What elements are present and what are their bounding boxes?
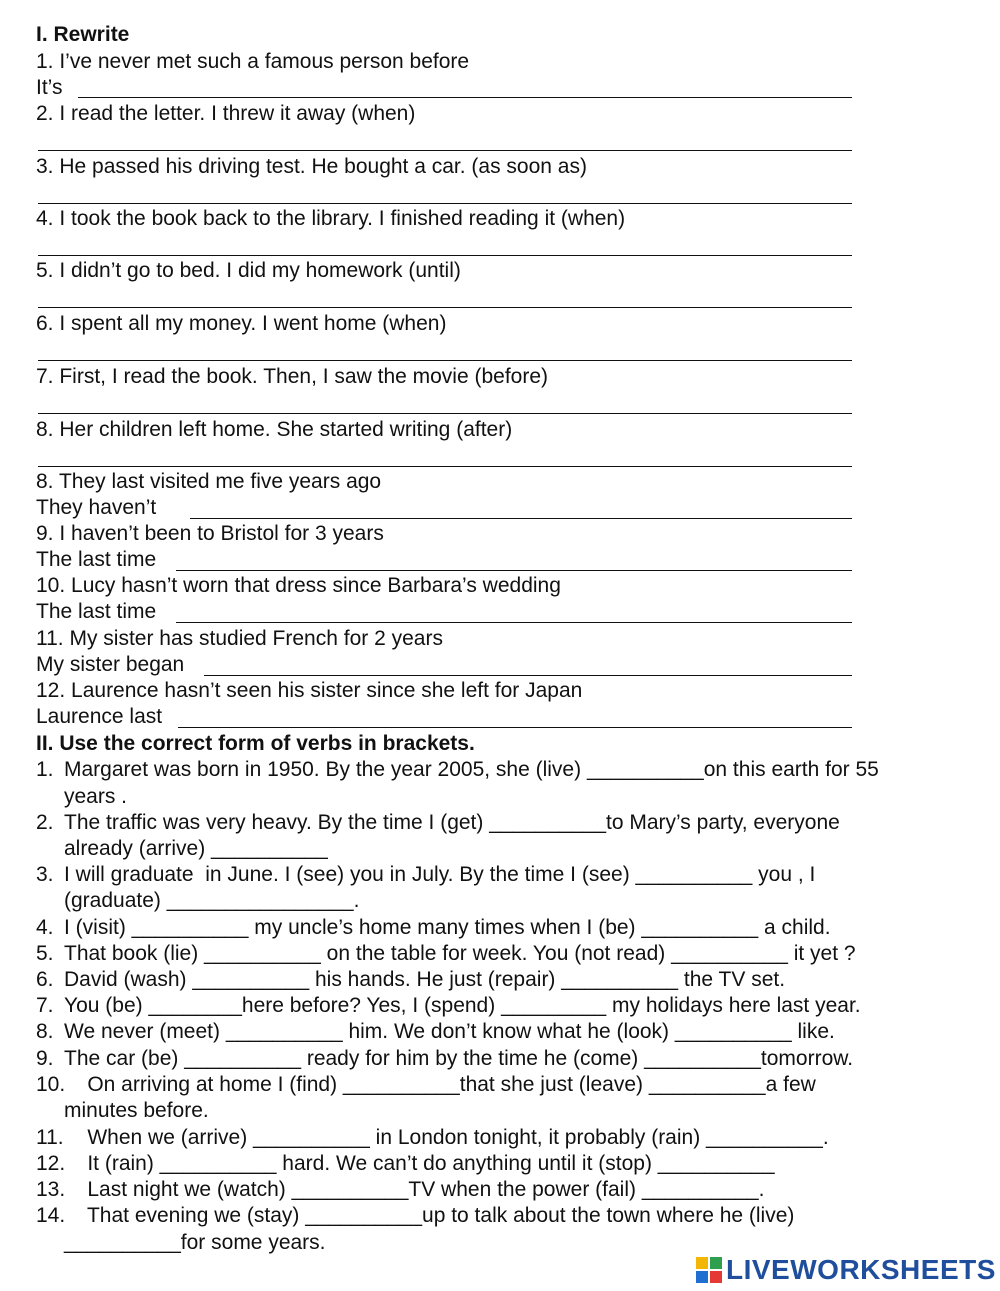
- item-number: 8.: [36, 1020, 54, 1043]
- verb-item-8[interactable]: [36, 1019, 835, 1045]
- answer-line-8b[interactable]: [190, 518, 852, 519]
- prompt-10: The last time: [36, 600, 157, 623]
- section-1-heading: I. Rewrite: [36, 23, 130, 46]
- question-7: 7. First, I read the book. Then, I saw the movie (before): [36, 365, 549, 388]
- answer-line-2[interactable]: [38, 150, 852, 151]
- prompt-8b: They haven’t: [36, 496, 157, 519]
- prompt-12: Laurence last: [36, 705, 163, 728]
- question-8b: 8. They last visited me five years ago: [36, 470, 382, 493]
- verb-item-12[interactable]: [36, 1151, 775, 1177]
- verb-item-10[interactable]: [36, 1072, 816, 1098]
- verb-item-14-cont: __________for some years.: [64, 1231, 326, 1254]
- answer-line-11[interactable]: [204, 675, 852, 676]
- answer-line-3[interactable]: [38, 203, 852, 204]
- item-text: I (visit) __________ my uncle’s home many times when I (be) __________ a child.: [64, 916, 831, 939]
- liveworksheets-logo: [696, 1254, 996, 1286]
- verb-item-7[interactable]: [36, 993, 861, 1019]
- question-1: 1. I’ve never met such a famous person before: [36, 50, 470, 73]
- item-text: David (wash) __________ his hands. He just (repair) __________ the TV set.: [64, 968, 786, 991]
- item-text: When we (arrive) __________ in London tonight, it probably (rain) __________.: [64, 1126, 829, 1149]
- item-number: 5.: [36, 942, 54, 965]
- item-text: That evening we (stay) __________up to talk about the town where he (live): [64, 1204, 795, 1227]
- item-text: I will graduate in June. I (see) you in July. By the time I (see) __________ you , I: [64, 863, 816, 886]
- item-number: 4.: [36, 916, 54, 939]
- item-number: 11.: [36, 1126, 64, 1149]
- answer-line-6[interactable]: [38, 360, 852, 361]
- answer-line-5[interactable]: [38, 307, 852, 308]
- item-number: 7.: [36, 994, 54, 1017]
- item-number: 10.: [36, 1073, 66, 1096]
- item-number: 12.: [36, 1152, 66, 1175]
- verb-item-10-cont: minutes before.: [64, 1099, 209, 1122]
- question-4: 4. I took the book back to the library. I finished reading it (when): [36, 207, 626, 230]
- verb-item-3-cont: (graduate) ________________.: [64, 889, 360, 912]
- answer-line-12[interactable]: [178, 727, 852, 728]
- verb-item-6[interactable]: [36, 967, 785, 993]
- prompt-9: The last time: [36, 548, 157, 571]
- verb-item-2[interactable]: [36, 810, 840, 836]
- verb-item-3[interactable]: [36, 862, 815, 888]
- answer-line-10[interactable]: [176, 622, 852, 623]
- section-2-heading: II. Use the correct form of verbs in brackets.: [36, 732, 475, 755]
- item-text: It (rain) __________ hard. We can’t do anything until it (stop) __________: [64, 1152, 775, 1175]
- prompt-1: It’s: [36, 76, 63, 99]
- verb-item-4[interactable]: [36, 915, 831, 941]
- item-text: We never (meet) __________ him. We don’t know what he (look) __________ like.: [64, 1020, 835, 1043]
- item-number: 13.: [36, 1178, 66, 1201]
- question-6: 6. I spent all my money. I went home (when): [36, 312, 447, 335]
- item-number: 14.: [36, 1204, 66, 1227]
- item-number: 3.: [36, 863, 54, 886]
- item-text: That book (lie) __________ on the table for week. You (not read) __________ it yet ?: [64, 942, 856, 965]
- item-text: The traffic was very heavy. By the time I (get) __________to Mary’s party, everyone: [64, 811, 840, 834]
- question-9: 9. I haven’t been to Bristol for 3 years: [36, 522, 384, 545]
- item-number: 1.: [36, 758, 54, 781]
- question-12: 12. Laurence hasn’t seen his sister since she left for Japan: [36, 679, 583, 702]
- question-8: 8. Her children left home. She started writing (after): [36, 418, 513, 441]
- answer-line-8[interactable]: [38, 466, 852, 467]
- logo-blocks-icon: [696, 1257, 722, 1283]
- prompt-11: My sister began: [36, 653, 185, 676]
- verb-item-1-cont: years .: [64, 785, 128, 808]
- question-3: 3. He passed his driving test. He bought a car. (as soon as): [36, 155, 587, 178]
- verb-item-1[interactable]: [36, 757, 879, 783]
- question-2: 2. I read the letter. I threw it away (when): [36, 102, 416, 125]
- item-number: 6.: [36, 968, 54, 991]
- answer-line-7[interactable]: [38, 413, 852, 414]
- brand-name: LIVEWORKSHEETS: [726, 1254, 996, 1285]
- item-number: 9.: [36, 1047, 54, 1070]
- question-11: 11. My sister has studied French for 2 years: [36, 627, 443, 650]
- question-10: 10. Lucy hasn’t worn that dress since Barbara’s wedding: [36, 574, 561, 597]
- verb-item-11[interactable]: [36, 1125, 829, 1151]
- answer-line-9[interactable]: [176, 570, 852, 571]
- answer-line-4[interactable]: [38, 255, 852, 256]
- item-text: Margaret was born in 1950. By the year 2005, she (live) __________on this earth for 55: [64, 758, 879, 781]
- verb-item-2-cont: already (arrive) __________: [64, 837, 328, 860]
- item-number: 2.: [36, 811, 54, 834]
- item-text: On arriving at home I (find) __________that she just (leave) __________a few: [64, 1073, 816, 1096]
- answer-line-1[interactable]: [78, 97, 852, 98]
- item-text: The car (be) __________ ready for him by the time he (come) __________tomorrow.: [64, 1047, 854, 1070]
- item-text: Last night we (watch) __________TV when the power (fail) __________.: [64, 1178, 765, 1201]
- verb-item-9[interactable]: [36, 1046, 853, 1072]
- verb-item-5[interactable]: [36, 941, 856, 967]
- verb-item-13[interactable]: [36, 1177, 764, 1203]
- verb-item-14[interactable]: [36, 1203, 794, 1229]
- item-text: You (be) ________here before? Yes, I (spend) _________ my holidays here last year.: [64, 994, 861, 1017]
- question-5: 5. I didn’t go to bed. I did my homework (until): [36, 259, 461, 282]
